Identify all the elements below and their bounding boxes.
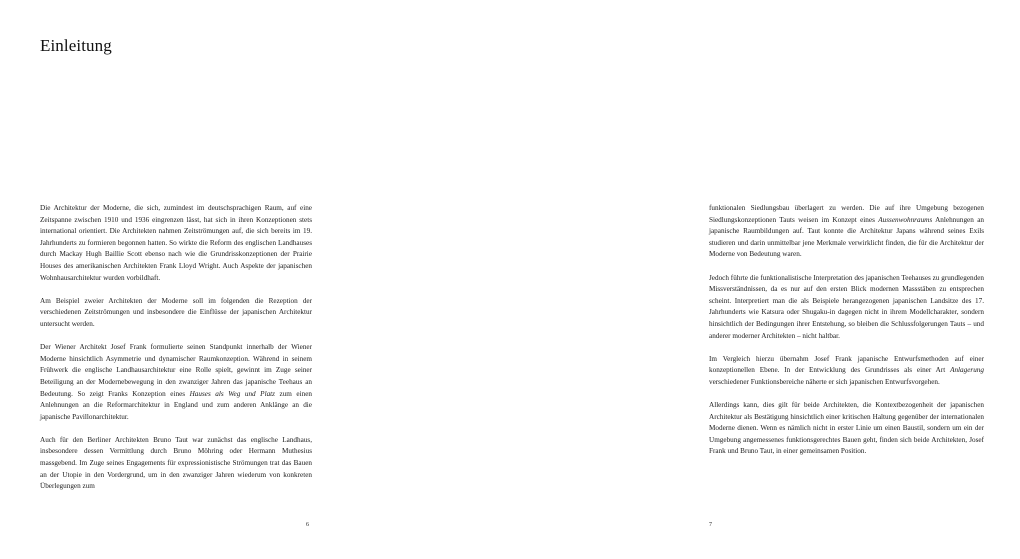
paragraph-text: zum einen Anlehnungen an die Reformarchitektur in England und zum anderen Anklänge an die japanische Pavillonarchitektur. [40, 389, 312, 421]
paragraph: Allerdings kann, dies gilt für beide Architekten, die Kontextbezogenheit der japanischen Architektur als Bestätigung hinsichtlich einer kritischen Haltung gegenüber der internationalen Moderne dienen. Wenn es nämlich nicht in erster Linie um einen Baustil, sondern um ein der Umgebung angemessenes funktionsgerechtes Bauen geht, finden sich beide Architekten, Josef Frank und Bruno Taut, in einer gemeinsamen Position. [709, 401, 984, 456]
paragraph-text: Im Vergleich hierzu übernahm Josef Frank japanische Entwurfsmethoden auf einer konzeptionellen Ebene. In der Entwicklung des Grundrisses als einer Art [709, 354, 984, 375]
italic-term: Anlagerung [950, 366, 984, 375]
paragraph [709, 203, 984, 261]
page-number: 7 [709, 522, 712, 528]
italic-term: Aussenwohnraums [878, 215, 933, 224]
chapter-title: Einleitung [40, 36, 112, 55]
page-number: 6 [306, 522, 309, 528]
paragraph: Die Architektur der Moderne, die sich, zumindest im deutschsprachigen Raum, auf eine Zeitspanne zwischen 1910 und 1936 eingrenzen lässt, hat sich in ihren Konzeptionen stets international orientiert. Die Architekten nahmen Zeitströmungen auf, die sich bereits im 19. Jahrhunderts zu formieren begonnen hatten. So wirkte die Reform des englischen Landhauses durch Mackay Hugh Baillie Scott ebenso nach wie die Grundrisskonzeptionen der Prairie Houses des amerikanischen Architekten Frank Lloyd Wright. Auch Aspekte der japanischen Wohnhausarchitektur wurden vorbildhaft. [40, 204, 312, 282]
paragraph-text: Der Wiener Architekt Josef Frank formulierte seinen Standpunkt innerhalb der Wiener Moderne hinsichtlich Asymmetrie und dynamischer Raumkonzeption. Während in seinem Frühwerk die englische Landhausarchitektur eine Rolle spielt, gewinnt im Zuge seiner Beteiligung an der Modernebewegung in den zwanziger Jahren das japanische Teehaus an Bedeutung. So zeigt Franks Konzeption eines [40, 343, 312, 398]
right-text-column [709, 203, 984, 458]
paragraph-text: Anlehnungen an japanische Raumbildungen auf. Taut konnte die Architektur Japans während seines Exils studieren und darin unmittelbar jene Merkmale verwirklicht finden, die für die Architektur der Moderne von Bedeutung waren. [709, 215, 984, 259]
paragraph-text: verschiedener Funktionsbereiche näherte er sich japanischen Entwurfsvorgehen. [709, 377, 940, 386]
paragraph: Auch für den Berliner Architekten Bruno Taut war zunächst das englische Landhaus, insbesondere dessen Vermittlung durch Bruno Möhring oder Hermann Muthesius massgebend. Im Zuge seines Engagements für expressionistische Strömungen trat das Bauen an der Utopie in den Vordergrund, um in den zwanziger Jahren wiederum von konkreten Überlegungen zum [40, 435, 312, 491]
italic-term: Hauses als Weg und Platz [189, 389, 275, 398]
paragraph: Jedoch führte die funktionalistische Interpretation des japanischen Teehauses zu grundlegenden Missverständnissen, da es nur auf den ersten Blick modernen Massstäben zu entsprechen scheint. Interpretiert man die als Beispiele herangezogenen japanischen Landsitze des 17. Jahrhunderts wie Katsura oder Shugaku-in dagegen nicht in ihrem Modellcharakter, sondern hinsichtlich der Bedingungen ihrer Entstehung, so bleiben die Schlussfolgerungen Tauts – und anderer moderner Architekten – nicht haltbar. [709, 273, 984, 340]
paragraph-text: funktionalen Siedlungsbau überlagert zu werden. Die auf ihre Umgebung bezogenen Siedlungskonzeptionen Tauts weisen im Konzept eines [709, 204, 984, 224]
left-text-column [40, 203, 312, 493]
paragraph: Am Beispiel zweier Architekten der Moderne soll im folgenden die Rezeption der verschiedenen Zeitströmungen und insbesondere die Einflüsse der japanischen Architektur untersucht werden. [40, 296, 312, 328]
paragraph [40, 342, 312, 423]
paragraph [709, 354, 984, 389]
right-page [510, 0, 1020, 559]
